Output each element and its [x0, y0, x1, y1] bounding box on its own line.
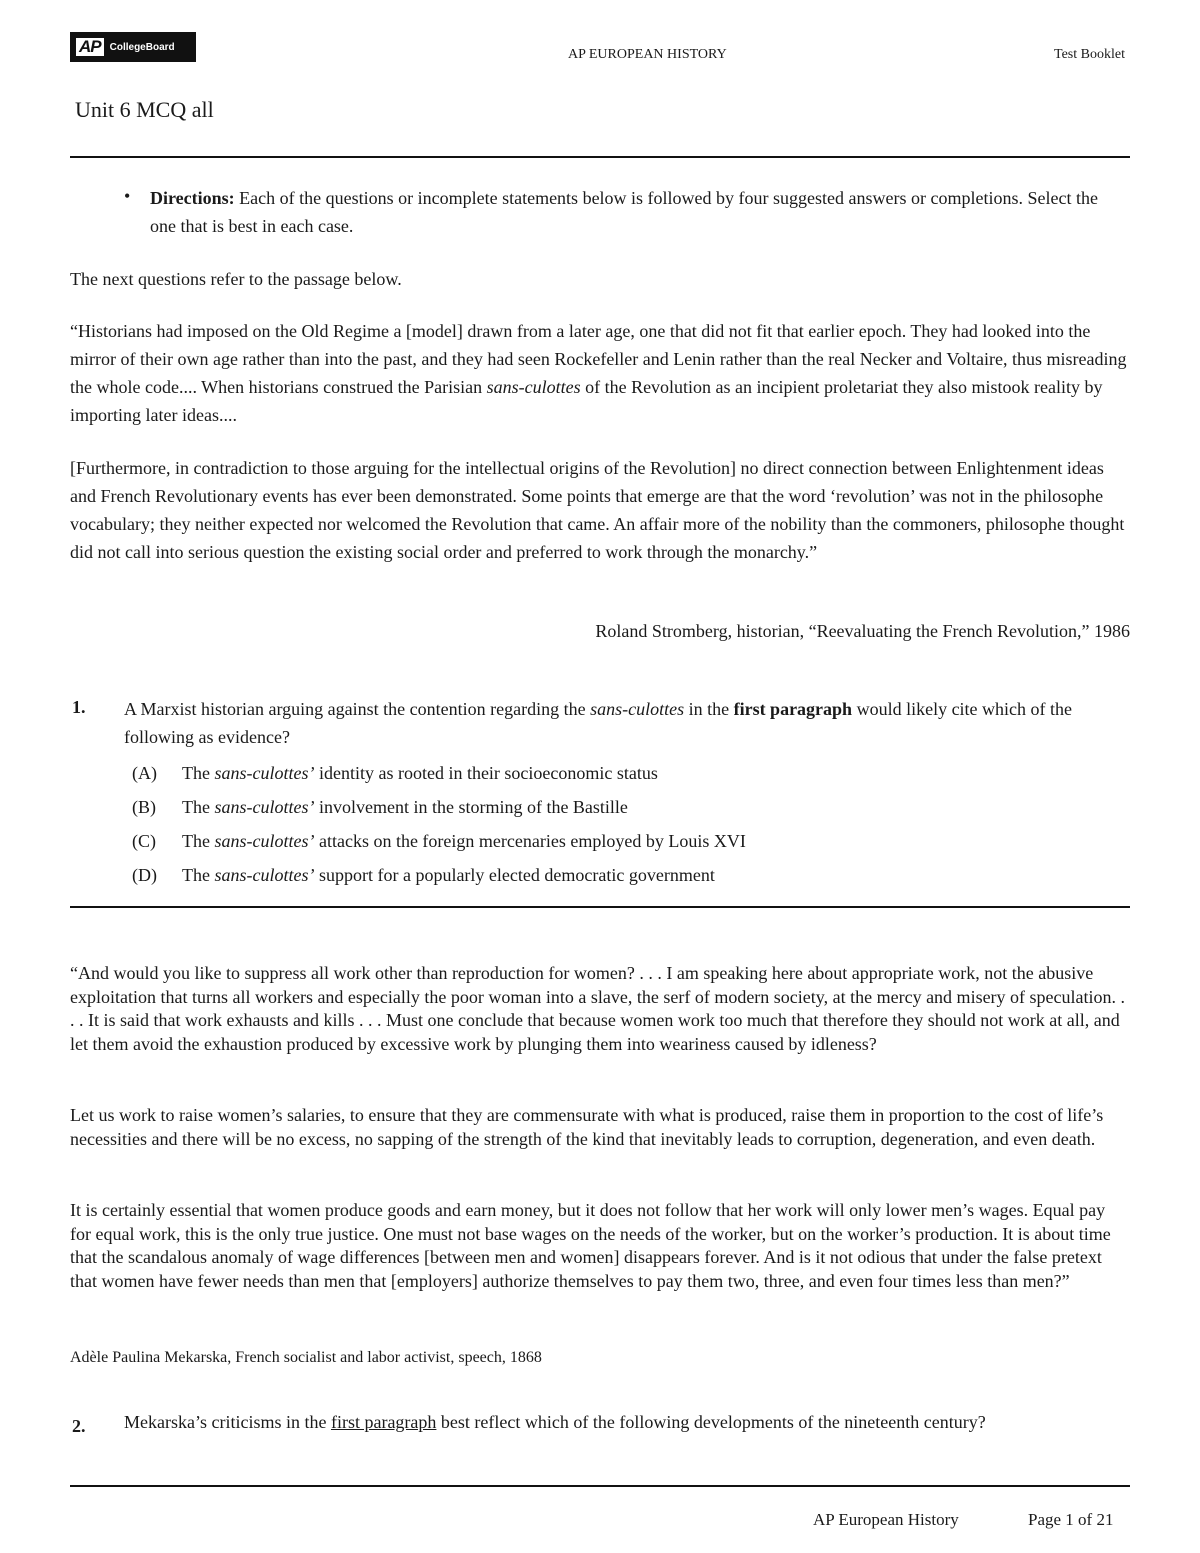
directions-text: Each of the questions or incomplete statements below is followed by four suggested answers or completions. Select the one that is best in each case.	[150, 188, 1098, 236]
question-number: 2.	[72, 1416, 86, 1436]
answer-option-d[interactable]	[132, 861, 715, 889]
directions	[150, 184, 1110, 240]
passage1-text: of the Revolution as an incipient proletariat they also mistook reality by importing later ideas....	[70, 377, 1103, 425]
question-number: 1.	[72, 697, 86, 717]
q1-emphasis: sans-culottes	[590, 699, 685, 719]
passage2-paragraph1: “And would you like to suppress all work other than reproduction for women? . . . I am speaking here about appropriate work, not the abusive exploitation that turns all workers and especially the poor woman into a slave, the serf of modern society, at the mercy and misery of speculation. . . . It is said that work exhausts and kills . . . Must one conclude that because women work too much that therefore they should not work at all, and let them avoid the exhaustion produced by excessive work by plunging them into weariness caused by idleness?	[70, 963, 1126, 1054]
ap-collegeboard-logo	[70, 32, 196, 62]
passage-intro: The next questions refer to the passage below.	[70, 269, 402, 289]
passage1-emphasis: sans-culottes	[486, 377, 581, 397]
option-label: (D)	[132, 865, 157, 885]
passage2-source: Adèle Paulina Mekarska, French socialist and labor activist, speech, 1868	[70, 1349, 542, 1366]
option-text: support for a popularly elected democratic government	[318, 865, 715, 885]
option-emphasis: sans-culottes’	[214, 865, 315, 885]
option-label: (A)	[132, 763, 157, 783]
passage2-paragraph2: Let us work to raise women’s salaries, to ensure that they are commensurate with what is produced, raise them in proportion to the cost of life’s necessities and there will be no excess, no sapping of the strength of the kind that inevitably leads to corruption, degeneration, and even death.	[70, 1105, 1104, 1149]
header-course-title: AP EUROPEAN HISTORY	[568, 47, 727, 62]
option-text: The	[182, 797, 210, 817]
bullet-icon: •	[124, 186, 131, 206]
page-title: Unit 6 MCQ all	[75, 97, 214, 122]
divider	[70, 156, 1130, 158]
option-text: The	[182, 865, 210, 885]
option-text: The	[182, 763, 210, 783]
question1-stem	[124, 695, 1130, 751]
q1-text: A Marxist historian arguing against the contention regarding the	[124, 699, 586, 719]
ap-logo-mark: AP	[76, 38, 104, 56]
passage1-paragraph1	[70, 317, 1130, 429]
option-label: (B)	[132, 797, 156, 817]
option-emphasis: sans-culottes’	[214, 797, 315, 817]
collegeboard-logo-text: CollegeBoard	[109, 41, 175, 53]
passage1-source: Roland Stromberg, historian, “Reevaluating the French Revolution,” 1986	[595, 621, 1130, 641]
question2-stem	[124, 1410, 1130, 1434]
option-emphasis: sans-culottes’	[214, 831, 315, 851]
divider	[70, 906, 1130, 908]
q1-strong: first paragraph	[733, 699, 853, 719]
option-text: involvement in the storming of the Bastille	[318, 797, 628, 817]
q1-text: in the	[688, 699, 730, 719]
q2-underline: first paragraph	[330, 1412, 437, 1432]
header-booklet-label: Test Booklet	[1054, 47, 1125, 62]
q1-text: would likely cite which of the following as evidence?	[124, 699, 1073, 747]
answer-option-b[interactable]	[132, 793, 628, 821]
option-text: identity as rooted in their socioeconomic status	[318, 763, 658, 783]
q2-text: best reflect which of the following developments of the nineteenth century?	[440, 1412, 986, 1432]
q2-text: Mekarska’s criticisms in the	[124, 1412, 327, 1432]
option-text: attacks on the foreign mercenaries employed by Louis XVI	[318, 831, 746, 851]
option-emphasis: sans-culottes’	[214, 763, 315, 783]
divider	[70, 1485, 1130, 1487]
footer-page-number: Page 1 of 21	[1028, 1510, 1114, 1529]
answer-option-a[interactable]	[132, 759, 658, 787]
passage1-text: “Historians had imposed on the Old Regime a [model] drawn from a later age, one that did not fit that earlier epoch. They had looked into the mirror of their own age rather than into the past, and they had seen Rockefeller and Lenin rather than the real Necker and Voltaire, thus misreading the whole code.... When historians construed the Parisian	[70, 321, 1127, 397]
directions-label: Directions:	[150, 188, 235, 208]
option-label: (C)	[132, 831, 156, 851]
passage1-paragraph2: [Furthermore, in contradiction to those arguing for the intellectual origins of the Revolution] no direct connection between Enlightenment ideas and French Revolutionary events has ever been demonstrated. Some points that emerge are that the word ‘revolution’ was not in the philosophe vocabulary; they neither expected nor welcomed the Revolution that came. An affair more of the nobility than the commoners, philosophe thought did not call into serious question the existing social order and preferred to work through the monarchy.”	[70, 458, 1125, 562]
footer-course: AP European History	[813, 1510, 959, 1529]
passage2-paragraph3: It is certainly essential that women produce goods and earn money, but it does not follow that her work will only lower men’s wages. Equal pay for equal work, this is the only true justice. One must not base wages on the needs of the worker, but on the worker’s production. It is about time that the scandalous anomaly of wage differences [between men and women] disappears forever. And is it not odious that under the false pretext that women have fewer needs than men that [employers] authorize themselves to pay them two, three, and even four times less than men?”	[70, 1200, 1111, 1291]
answer-option-c[interactable]	[132, 827, 746, 855]
option-text: The	[182, 831, 210, 851]
